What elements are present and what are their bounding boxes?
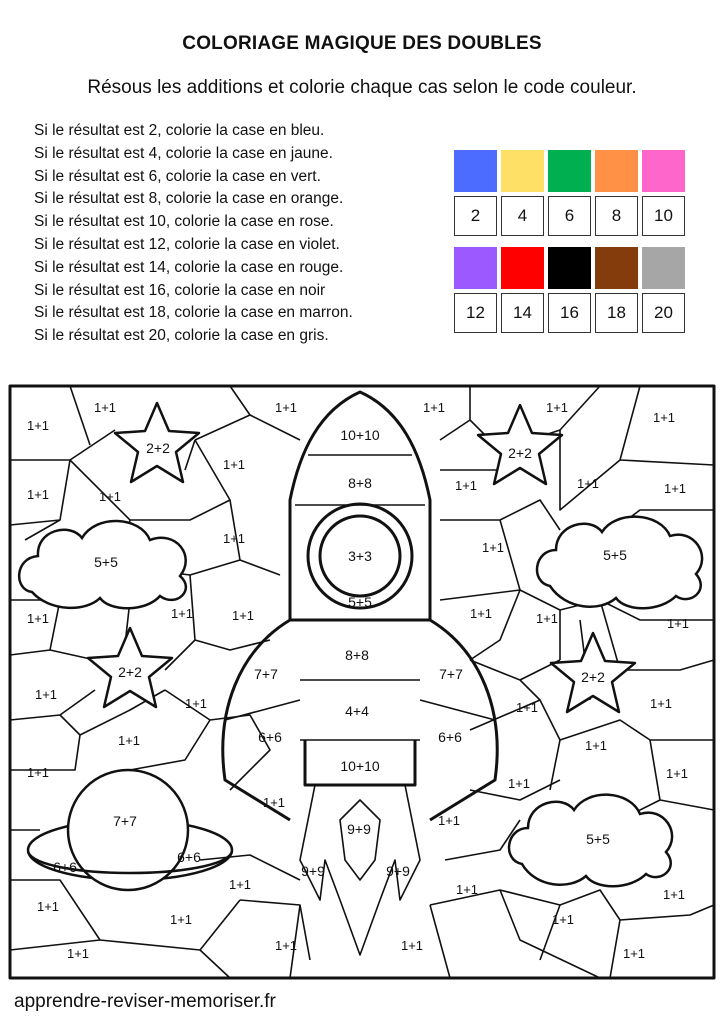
label-sky: 1+1: [36, 899, 60, 914]
legend-value: 2: [454, 196, 497, 236]
label-sky: 1+1: [666, 616, 690, 631]
rule-line: Si le résultat est 12, colorie la case en violet.: [34, 235, 340, 253]
color-legend-row-1: [454, 150, 687, 236]
color-swatch: [642, 150, 685, 192]
label-star: 2+2: [581, 669, 605, 685]
label-sky: 1+1: [274, 938, 298, 953]
label-sky: 1+1: [262, 795, 286, 810]
label-sky: 1+1: [437, 813, 461, 828]
label-sky: 1+1: [422, 400, 446, 415]
legend-cell: [454, 247, 497, 333]
label-rocket-band: 8+8: [345, 647, 369, 663]
label-star: 2+2: [146, 440, 170, 456]
rule-line: Si le résultat est 20, colorie la case en gris.: [34, 327, 329, 345]
label-sky: 1+1: [400, 938, 424, 953]
legend-cell: [595, 247, 638, 333]
legend-cell: [548, 150, 591, 236]
label-porthole-ring: 5+5: [348, 594, 372, 610]
legend-value: 14: [501, 293, 544, 333]
label-flame-center: 9+9: [347, 821, 371, 837]
label-sky: 1+1: [663, 481, 687, 496]
site-url: apprendre-reviser-memoriser.fr: [14, 991, 276, 1012]
legend-cell: [642, 247, 685, 333]
label-sky: 1+1: [169, 912, 193, 927]
label-sky: 1+1: [222, 531, 246, 546]
label-star: 2+2: [118, 664, 142, 680]
instructions: Résous les additions et colorie chaque cas selon le code couleur.: [87, 77, 637, 98]
rule-line: Si le résultat est 16, colorie la case en noir: [34, 281, 326, 299]
legend-value: 12: [454, 293, 497, 333]
label-sky: 1+1: [665, 766, 689, 781]
label-sky: 1+1: [649, 696, 673, 711]
color-swatch: [548, 150, 591, 192]
legend-value: 18: [595, 293, 638, 333]
color-legend-row-2: [454, 247, 687, 333]
label-sky: 1+1: [26, 418, 50, 433]
label-rocket-nose: 10+10: [340, 427, 380, 443]
color-swatch: [642, 247, 685, 289]
legend-value: 20: [642, 293, 685, 333]
label-sky: 1+1: [622, 946, 646, 961]
label-sky: 1+1: [584, 738, 608, 753]
coloring-picture: [6, 384, 716, 980]
label-wing-left: 6+6: [258, 729, 282, 745]
label-sky: 1+1: [26, 765, 50, 780]
color-swatch: [548, 247, 591, 289]
rule-line: Si le résultat est 6, colorie la case en vert.: [34, 167, 321, 185]
label-sky: 1+1: [469, 606, 493, 621]
label-sky: 1+1: [98, 489, 122, 504]
label-porthole: 3+3: [348, 548, 372, 564]
label-star: 2+2: [508, 445, 532, 461]
label-rocket-upper: 8+8: [348, 475, 372, 491]
label-sky: 1+1: [231, 608, 255, 623]
label-sky: 1+1: [652, 410, 676, 425]
label-sky: 1+1: [117, 733, 141, 748]
label-sky: 1+1: [662, 887, 686, 902]
legend-value: 6: [548, 196, 591, 236]
label-fin-right: 7+7: [439, 666, 463, 682]
rule-line: Si le résultat est 18, colorie la case en marron.: [34, 304, 353, 322]
color-swatch: [454, 247, 497, 289]
label-sky: 1+1: [545, 400, 569, 415]
legend-value: 10: [642, 196, 685, 236]
label-cloud: 5+5: [94, 554, 118, 570]
label-sky: 1+1: [551, 912, 575, 927]
label-fin-left: 7+7: [254, 666, 278, 682]
page-title: COLORIAGE MAGIQUE DES DOUBLES: [182, 33, 542, 54]
label-planet-ring: 6+6: [53, 859, 77, 875]
label-sky: 1+1: [26, 487, 50, 502]
label-sky: 1+1: [26, 611, 50, 626]
label-sky: 1+1: [184, 696, 208, 711]
rule-line: Si le résultat est 2, colorie la case en bleu.: [34, 122, 325, 139]
label-sky: 1+1: [274, 400, 298, 415]
label-sky: 1+1: [576, 476, 600, 491]
label-sky: 1+1: [535, 611, 559, 626]
label-nozzle: 10+10: [340, 758, 380, 774]
label-sky: 1+1: [93, 400, 117, 415]
label-sky: 1+1: [481, 540, 505, 555]
color-swatch: [454, 150, 497, 192]
color-rules-list: [34, 120, 353, 348]
label-sky: 1+1: [455, 882, 479, 897]
legend-value: 4: [501, 196, 544, 236]
label-sky: 1+1: [222, 457, 246, 472]
label-wing-right: 6+6: [438, 729, 462, 745]
rule-line: Si le résultat est 8, colorie la case en orange.: [34, 190, 344, 208]
label-cloud: 5+5: [603, 547, 627, 563]
rule-line: Si le résultat est 4, colorie la case en jaune.: [34, 144, 333, 162]
legend-cell: [642, 150, 685, 236]
label-sky: 1+1: [515, 700, 539, 715]
label-sky: 1+1: [507, 776, 531, 791]
label-flame-right: 9+9: [386, 863, 410, 879]
rule-line: Si le résultat est 14, colorie la case en rouge.: [34, 258, 344, 276]
label-flame-left: 9+9: [301, 863, 325, 879]
legend-cell: [501, 150, 544, 236]
legend-cell: [595, 150, 638, 236]
legend-value: 16: [548, 293, 591, 333]
legend-value: 8: [595, 196, 638, 236]
label-rocket-body: 4+4: [345, 703, 369, 719]
label-planet-ring: 6+6: [177, 849, 201, 865]
color-swatch: [501, 150, 544, 192]
color-swatch: [501, 247, 544, 289]
color-swatch: [595, 247, 638, 289]
label-cloud: 5+5: [586, 831, 610, 847]
label-planet: 7+7: [113, 813, 137, 829]
label-sky: 1+1: [170, 606, 194, 621]
legend-cell: [454, 150, 497, 236]
rule-line: Si le résultat est 10, colorie la case en rose.: [34, 213, 334, 231]
legend-cell: [501, 247, 544, 333]
label-sky: 1+1: [228, 877, 252, 892]
legend-cell: [548, 247, 591, 333]
color-swatch: [595, 150, 638, 192]
label-sky: 1+1: [66, 946, 90, 961]
label-sky: 1+1: [454, 478, 478, 493]
label-sky: 1+1: [34, 687, 58, 702]
